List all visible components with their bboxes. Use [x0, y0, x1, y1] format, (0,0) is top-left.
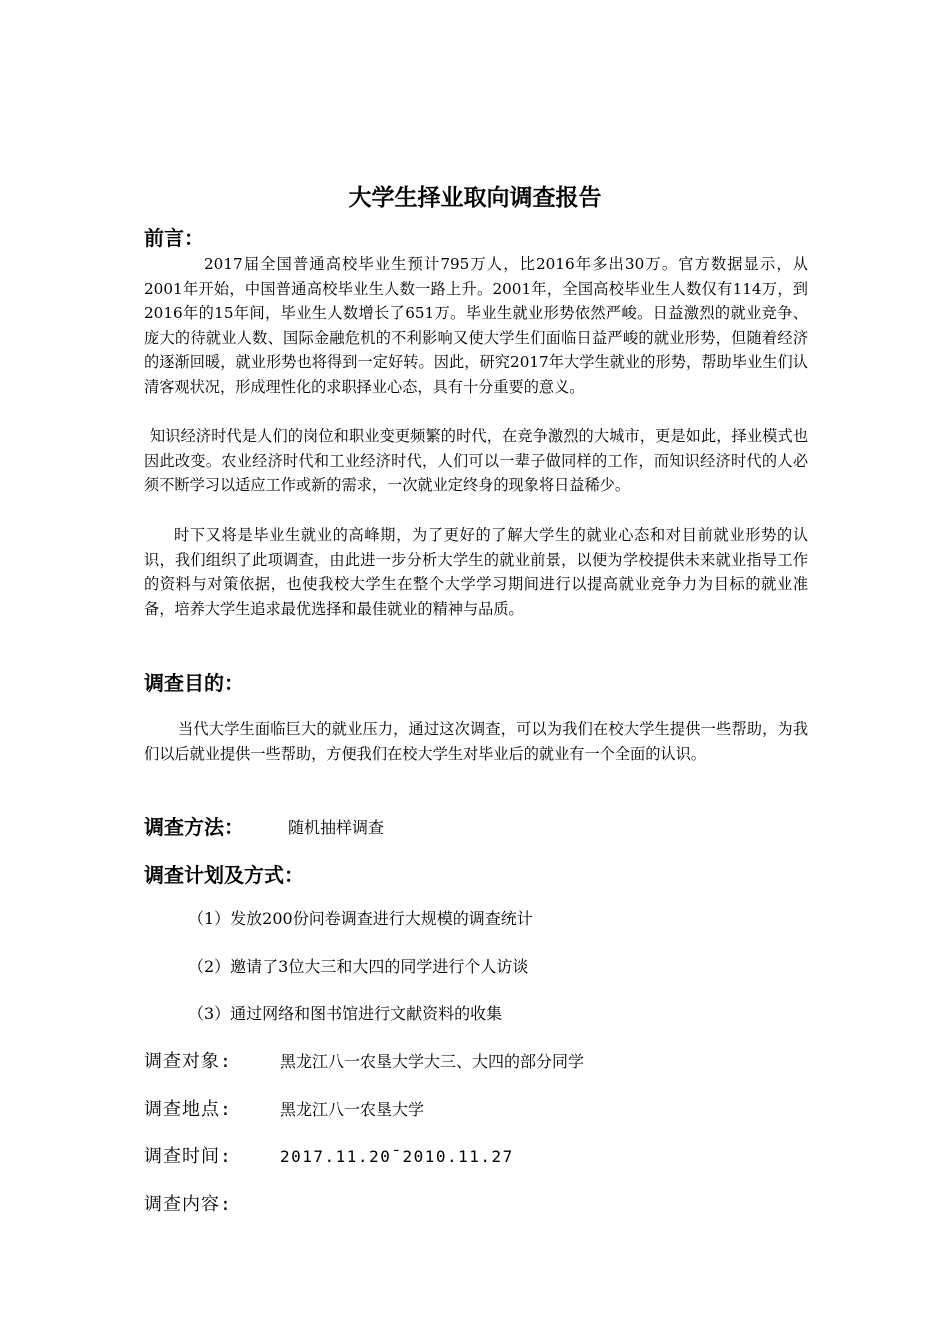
- location-value: 黑龙江八一农垦大学: [280, 1100, 425, 1119]
- subject-value: 黑龙江八一农垦大学大三、大四的部分同学: [280, 1052, 585, 1071]
- time-label: 调查时间:: [144, 1146, 232, 1167]
- document-title: 大学生择业取向调查报告: [348, 185, 602, 211]
- method-heading: 调查方法：: [144, 815, 244, 839]
- preface-paragraph-2: 知识经济时代是人们的岗位和职业变更频繁的时代，在竞争激烈的大城市，更是如此，择业模式也因此改变。农业经济时代和工业经济时代，人们可以一辈子做同样的工作，而知识经济时代的人必须不断学习以适应工作或新的需求，一次就业定终身的现象将日益稀少。: [144, 427, 808, 495]
- purpose-heading: 调查目的：: [144, 671, 244, 695]
- plan-item-3: （3）通过网络和图书馆进行文献资料的收集: [188, 1004, 503, 1023]
- content-label: 调查内容:: [144, 1194, 232, 1215]
- preface-heading: 前言：: [144, 226, 204, 250]
- preface-paragraph-3: 时下又将是毕业生就业的高峰期，为了更好的了解大学生的就业心态和对目前就业形势的认识，我们组织了此项调查，由此进一步分析大学生的就业前景，以便为学校提供未来就业指导工作的资料与对策依据，也使我校大学生在整个大学学习期间进行以提高就业竞争力为目标的就业准备，培养大学生追求最优选择和最佳就业的精神与品质。: [144, 526, 808, 618]
- method-value: 随机抽样调查: [288, 818, 385, 837]
- plan-item-1: （1）发放200份问卷调查进行大规模的调查统计: [188, 909, 533, 928]
- location-label: 调查地点:: [144, 1099, 232, 1120]
- plan-item-2: （2）邀请了3位大三和大四的同学进行个人访谈: [188, 957, 529, 976]
- purpose-text: 当代大学生面临巨大的就业压力，通过这次调查，可以为我们在校大学生提供一些帮助，为我们以后就业提供一些帮助，方便我们在校大学生对毕业后的就业有一个全面的认识。: [144, 720, 808, 763]
- time-value: 2017.11.20¯2010.11.27: [280, 1147, 514, 1166]
- subject-label: 调查对象:: [144, 1051, 232, 1072]
- preface-paragraph-1: 2017届全国普通高校毕业生预计795万人，比2016年多出30万。官方数据显示，从2001年开始，中国普通高校毕业生人数一路上升。2001年，全国高校毕业生人数仅有114万，到2016年的15年间，毕业生人数增长了651万。毕业生就业形势依然严峻。日益激烈的就业竞争、庞大的待就业人数、国际金融危机的不利影响又使大学生们面临日益严峻的就业形势，但随着经济的逐渐回暖，就业形势也将得到一定好转。因此，研究2017年大学生就业的形势，帮助毕业生们认清客观状况，形成理性化的求职择业心态，具有十分重要的意义。: [144, 255, 808, 396]
- plan-heading: 调查计划及方式：: [144, 863, 304, 887]
